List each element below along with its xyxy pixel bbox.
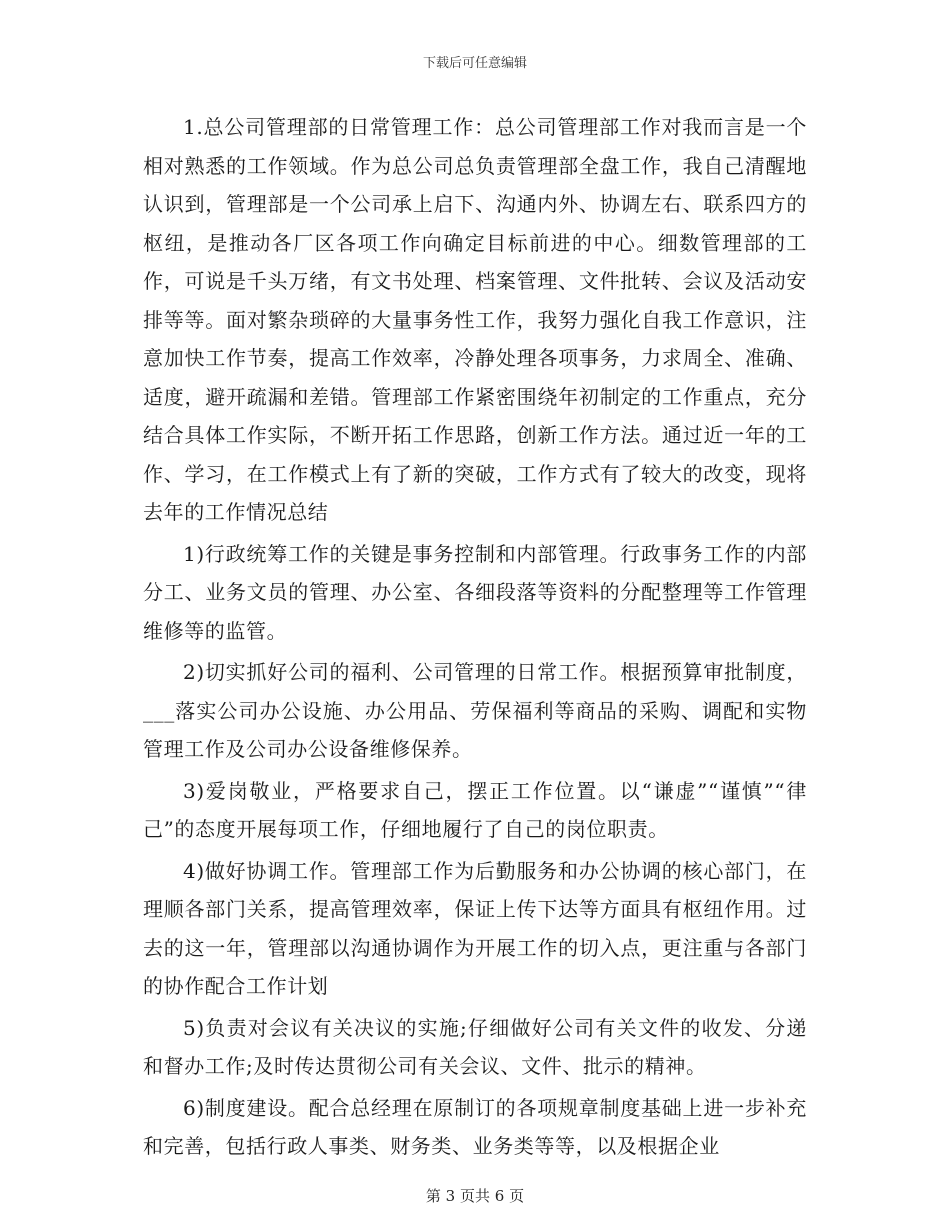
paragraph-item-1: 1)行政统筹工作的关键是事务控制和内部管理。行政事务工作的内部分工、业务文员的管理、办公室、各细段落等资料的分配整理等工作管理维修等的监管。 xyxy=(143,541,807,643)
page-number-footer: 第 3 页共 6 页 xyxy=(425,1187,525,1205)
paragraph-item-5: 5)负责对会议有关决议的实施;仔细做好公司有关文件的收发、分递和督办工作;及时传达贯彻公司有关会议、文件、批示的精神。 xyxy=(143,1015,807,1078)
document-body xyxy=(143,108,807,1166)
paragraph-management-overview: 1.总公司管理部的日常管理工作：总公司管理部工作对我而言是一个相对熟悉的工作领域。作为总公司总负责管理部全盘工作，我自己清醒地认识到，管理部是一个公司承上启下、沟通内外、协调左右、联系四方的枢纽，是推动各厂区各项工作向确定目标前进的中心。细数管理部的工作，可说是千头万绪，有文书处理、档案管理、文件批转、会议及活动安排等等。面对繁杂琐碎的大量事务性工作，我努力强化自我工作意识，注意加快工作节奏，提高工作效率，冷静处理各项事务，力求周全、准确、适度，避开疏漏和差错。管理部工作紧密围绕年初制定的工作重点，充分结合具体工作实际，不断开拓工作思路，创新工作方法。通过近一年的工作、学习，在工作模式上有了新的突破，工作方式有了较大的改变，现将去年的工作情况总结 xyxy=(143,115,807,524)
paragraph-item-2: 2)切实抓好公司的福利、公司管理的日常工作。根据预算审批制度，___落实公司办公设施、办公用品、劳保福利等商品的采购、调配和实物管理工作及公司办公设备维修保养。 xyxy=(143,660,807,761)
paragraph-item-3: 3)爱岗敬业，严格要求自己，摆正工作位置。以“谦虚”“谨慎”“律己”的态度开展每项工作，仔细地履行了自己的岗位职责。 xyxy=(143,778,807,841)
paragraph-item-6: 6)制度建设。配合总经理在原制订的各项规章制度基础上进一步补充和完善，包括行政人事类、财务类、业务类等等，以及根据企业 xyxy=(143,1095,807,1158)
paragraph-item-4: 4)做好协调工作。管理部工作为后勤服务和办公协调的核心部门，在理顺各部门关系，提高管理效率，保证上传下达等方面具有枢纽作用。过去的这一年，管理部以沟通协调作为开展工作的切入点，更注重与各部门的协作配合工作计划 xyxy=(143,858,807,998)
page-header: 下载后可任意编辑 xyxy=(422,56,527,71)
